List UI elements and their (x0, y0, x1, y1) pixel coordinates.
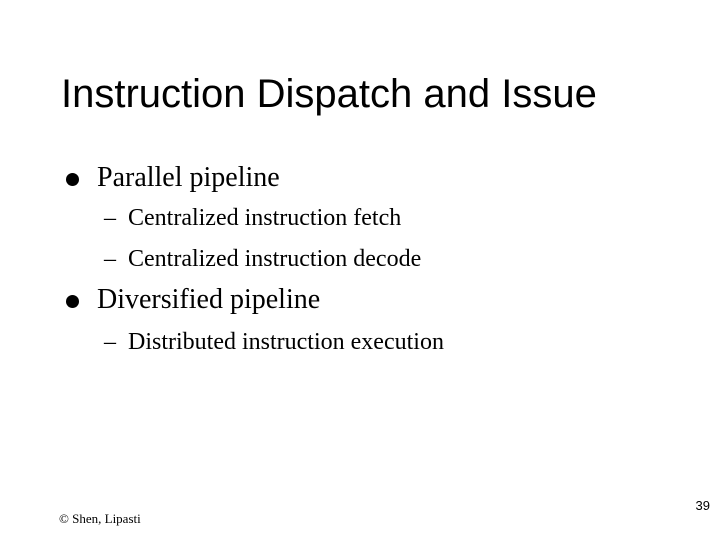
sub-bullet-text: Distributed instruction execution (128, 329, 444, 355)
sub-bullet-text: Centralized instruction fetch (128, 205, 402, 231)
sub-bullet-item (104, 245, 421, 273)
bullet-text: Diversified pipeline (97, 284, 321, 315)
bullet-item (66, 283, 320, 317)
page-number: 39 (695, 498, 710, 513)
bullet-text: Parallel pipeline (97, 162, 280, 193)
bullet-item (66, 161, 280, 195)
sub-bullet-text: Centralized instruction decode (128, 246, 422, 272)
slide-title: Instruction Dispatch and Issue (61, 72, 597, 116)
dash-glyph: – (104, 246, 116, 272)
footer-copyright: © Shen, Lipasti (59, 511, 141, 526)
bullet-dot-icon (66, 173, 79, 186)
sub-bullet-item (104, 204, 401, 232)
bullet-dot-icon (66, 295, 79, 308)
sub-bullet-item (104, 328, 444, 356)
dash-glyph: – (104, 329, 116, 355)
dash-glyph: – (104, 205, 116, 231)
